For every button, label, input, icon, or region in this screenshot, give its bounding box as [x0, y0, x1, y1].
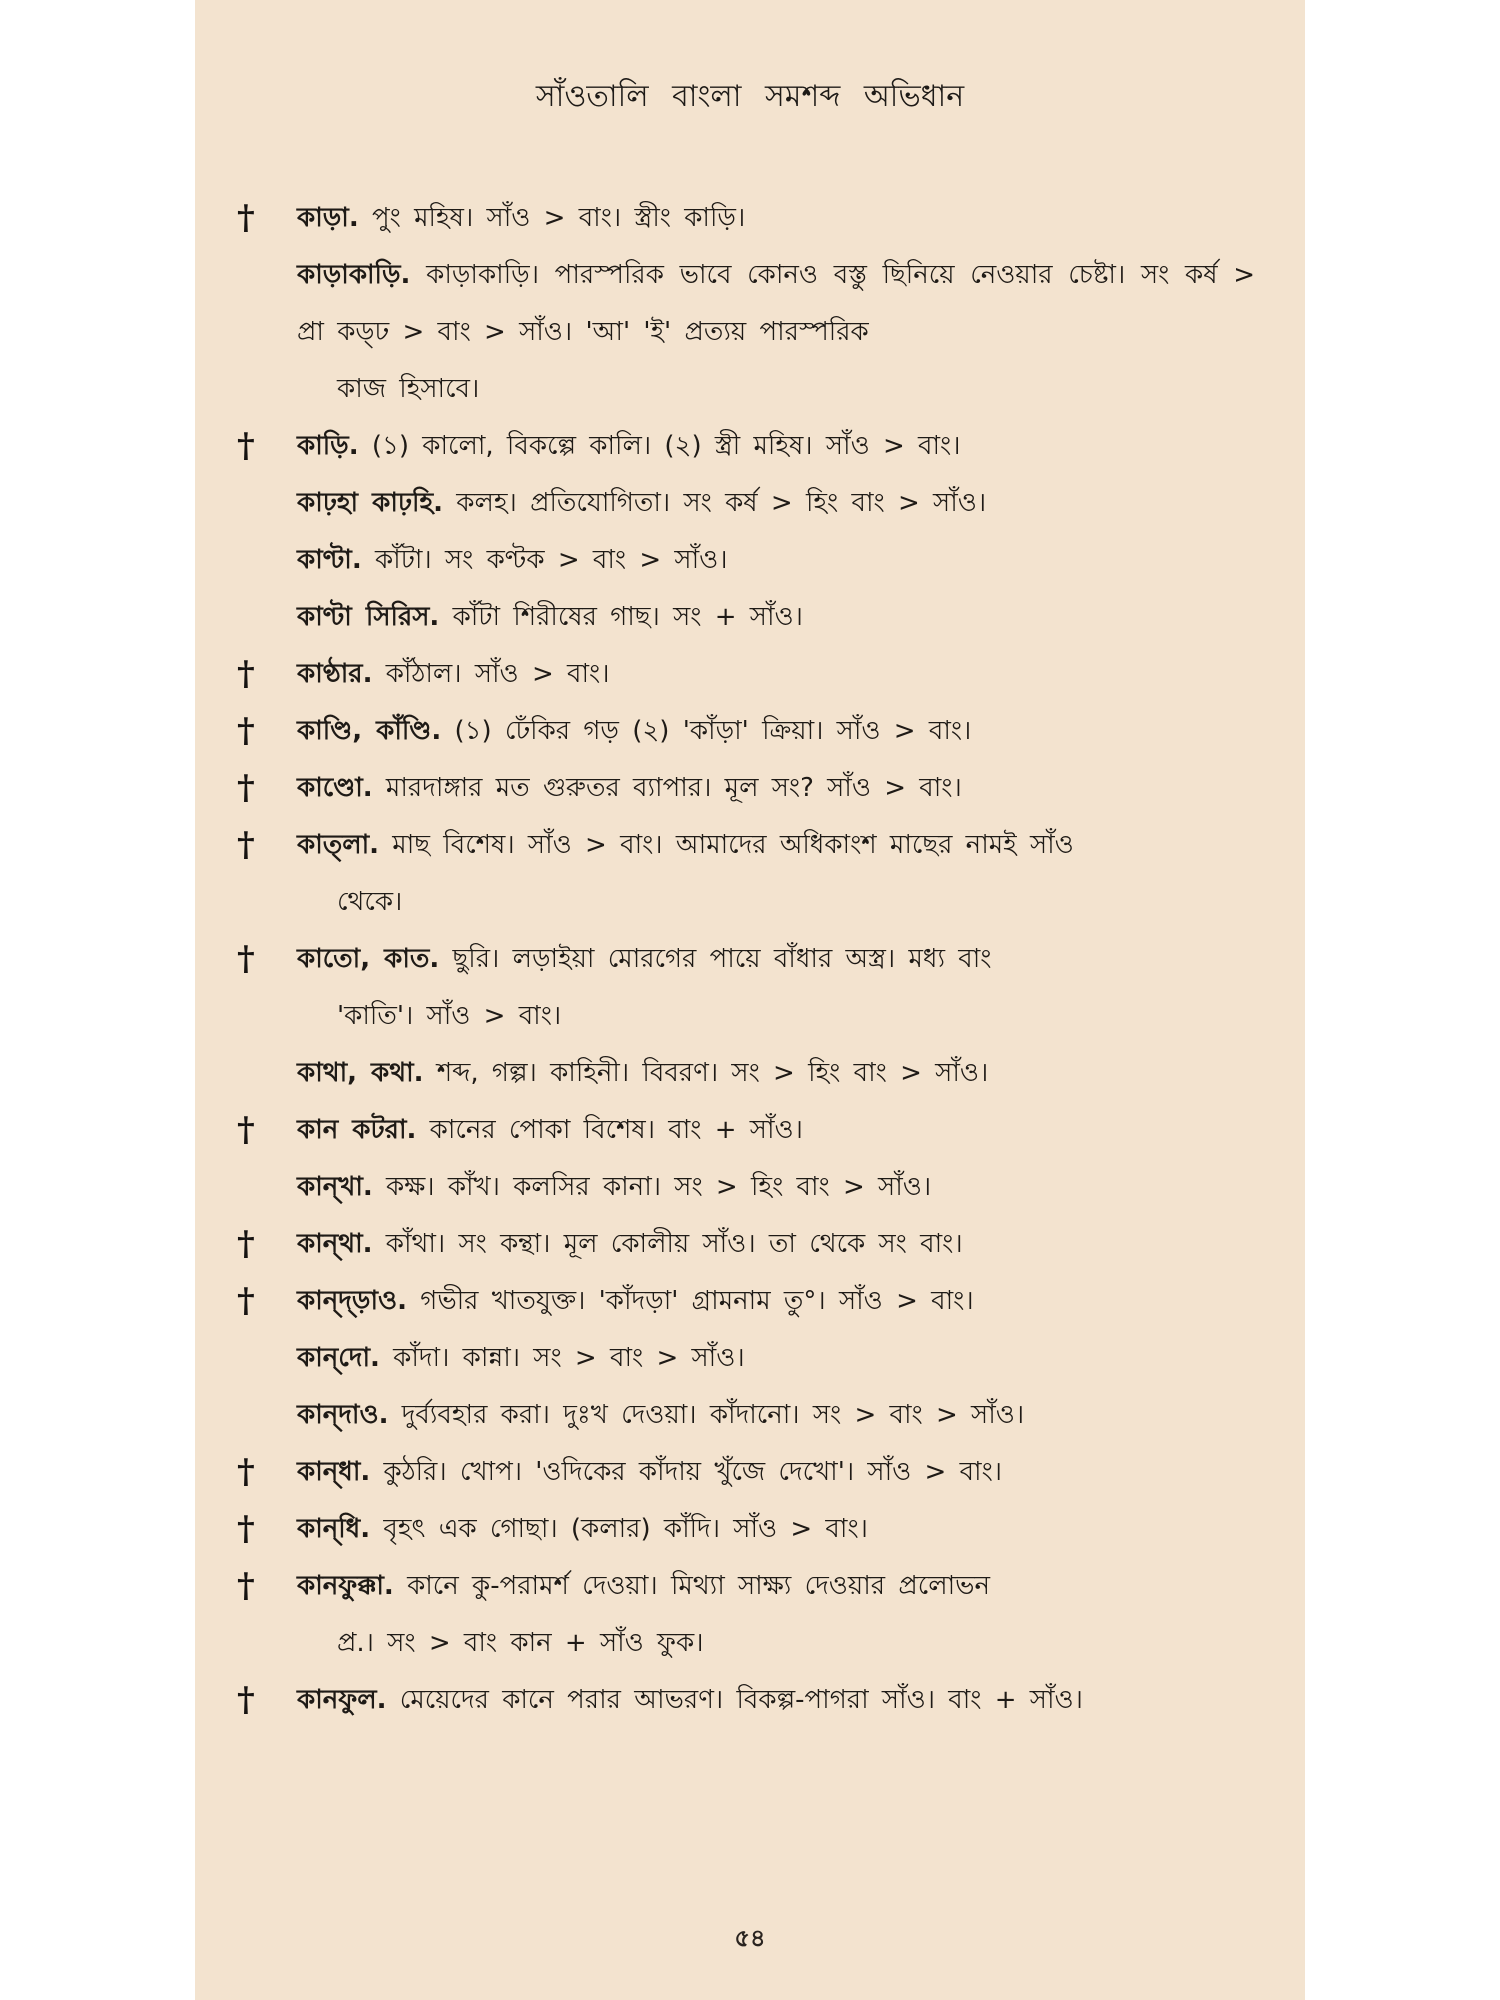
entry-continuation: প্র.। সং > বাং কান + সাঁও ফুক। — [337, 1628, 704, 1658]
dictionary-page — [195, 0, 1305, 2000]
entry-definition: কানে কু-পরামর্শ দেওয়া। মিথ্যা সাক্ষ্য দেওয়ার প্রলোভন — [407, 1571, 991, 1601]
entry-headword: কাণ্ডো. — [297, 773, 373, 803]
entry-list — [195, 190, 1305, 1729]
entry-headword: কাণ্টা সিরিস. — [297, 602, 440, 632]
entry-headword: কান্‌ধি. — [297, 1514, 371, 1544]
entry-definition: কলহ। প্রতিযোগিতা। সং কর্ষ > হিং বাং > সাঁও। — [456, 488, 987, 518]
entry-continuation: থেকে। — [337, 887, 403, 917]
entry-definition: গভীর খাতযুক্ত। 'কাঁদড়া' গ্রামনাম তু°। সাঁও > বাং। — [420, 1286, 974, 1316]
dictionary-entry — [195, 1045, 1305, 1102]
dictionary-entry — [195, 190, 1305, 247]
dictionary-entry — [195, 1102, 1305, 1159]
entry-definition: পুং মহিষ। সাঁও > বাং। স্ত্রীং কাড়ি। — [371, 203, 746, 233]
dictionary-entry — [195, 1558, 1305, 1672]
dagger-icon: † — [237, 198, 255, 238]
dagger-icon: † — [237, 654, 255, 694]
dictionary-entry — [195, 1273, 1305, 1330]
entry-definition: কাঁথা। সং কন্থা। মূল কোলীয় সাঁও। তা থেকে সং বাং। — [385, 1229, 963, 1259]
page-title: সাঁওতালি বাংলা সমশব্দ অভিধান — [535, 79, 965, 114]
entry-headword: কান্‌থা. — [297, 1229, 373, 1259]
dagger-icon: † — [237, 939, 255, 979]
entry-definition: দুর্ব্যবহার করা। দুঃখ দেওয়া। কাঁদানো। সং > বাং > সাঁও। — [401, 1400, 1025, 1430]
entry-headword: কাণ্ঠার. — [297, 659, 373, 689]
dictionary-entry — [195, 760, 1305, 817]
entry-headword: কানফুক্কা. — [297, 1571, 394, 1601]
dagger-icon: † — [237, 1566, 255, 1606]
entry-headword: কান্‌ধা. — [297, 1457, 371, 1487]
dictionary-entry — [195, 1159, 1305, 1216]
dagger-icon: † — [237, 1224, 255, 1264]
entry-headword: কাথা, কথা. — [297, 1058, 424, 1088]
dictionary-entry — [195, 931, 1305, 1045]
page-number: ৫৪ — [734, 1924, 766, 1952]
entry-headword: কাড়া. — [297, 203, 359, 233]
entry-definition: বৃহৎ এক গোছা। (কলার) কাঁদি। সাঁও > বাং। — [383, 1514, 868, 1544]
entry-headword: কাতো, কাত. — [297, 944, 440, 974]
entry-headword: কান্‌দ্‌ড়াও. — [297, 1286, 408, 1316]
entry-definition: মারদাঙ্গার মত গুরুতর ব্যাপার। মূল সং? সাঁও > বাং। — [385, 773, 962, 803]
entry-definition: ছুরি। লড়াইয়া মোরগের পায়ে বাঁধার অস্ত্র। মধ্য বাং — [452, 944, 992, 974]
dagger-icon: † — [237, 1110, 255, 1150]
entry-definition: (১) কালো, বিকল্পে কালি। (২) স্ত্রী মহিষ। সাঁও > বাং। — [371, 431, 961, 461]
dictionary-entry — [195, 1387, 1305, 1444]
entry-definition: মাছ বিশেষ। সাঁও > বাং। আমাদের অধিকাংশ মাছের নামই সাঁও — [392, 830, 1074, 860]
entry-headword: কাড়াকাড়ি. — [297, 260, 411, 290]
entry-headword: কাণ্ডি, কাঁণ্ডি. — [297, 716, 442, 746]
dagger-icon: † — [237, 1281, 255, 1321]
entry-headword: কানফুল. — [297, 1685, 387, 1715]
entry-headword: কাণ্টা. — [297, 545, 362, 575]
dictionary-entry — [195, 1444, 1305, 1501]
entry-definition: শব্দ, গল্প। কাহিনী। বিবরণ। সং > হিং বাং > সাঁও। — [436, 1058, 989, 1088]
dictionary-entry — [195, 817, 1305, 931]
dictionary-entry — [195, 1216, 1305, 1273]
dictionary-entry — [195, 475, 1305, 532]
entry-headword: কান্‌দো. — [297, 1343, 380, 1373]
dictionary-entry — [195, 1330, 1305, 1387]
entry-headword: কাঢ়হা কাঢ়হি. — [297, 488, 444, 518]
entry-headword: কান কটরা. — [297, 1115, 417, 1145]
entry-definition: কুঠরি। খোপ। 'ওদিকের কাঁদায় খুঁজে দেখো'। সাঁও > বাং। — [383, 1457, 1003, 1487]
entry-continuation: 'কাতি'। সাঁও > বাং। — [337, 1001, 562, 1031]
dagger-icon: † — [237, 1452, 255, 1492]
dagger-icon: † — [237, 825, 255, 865]
dictionary-entry — [195, 703, 1305, 760]
entry-definition: মেয়েদের কানে পরার আভরণ। বিকল্প-পাগরা সাঁও। বাং + সাঁও। — [399, 1685, 1083, 1715]
dagger-icon: † — [237, 1680, 255, 1720]
entry-headword: কাত্‌লা. — [297, 830, 380, 860]
dictionary-entry — [195, 589, 1305, 646]
entry-definition: কাঁটা শিরীষের গাছ। সং + সাঁও। — [452, 602, 803, 632]
dagger-icon: † — [237, 426, 255, 466]
entry-definition: (১) ঢেঁকির গড় (২) 'কাঁড়া' ক্রিয়া। সাঁও > বাং। — [454, 716, 972, 746]
dagger-icon: † — [237, 768, 255, 808]
dictionary-entry — [195, 646, 1305, 703]
dagger-icon: † — [237, 1509, 255, 1549]
dictionary-entry — [195, 418, 1305, 475]
entry-headword: কান্‌দাও. — [297, 1400, 389, 1430]
entry-definition: কাঁঠাল। সাঁও > বাং। — [385, 659, 610, 689]
entry-definition: কক্ষ। কাঁখ। কলসির কানা। সং > হিং বাং > সাঁও। — [386, 1172, 932, 1202]
entry-definition: কানের পোকা বিশেষ। বাং + সাঁও। — [429, 1115, 803, 1145]
entry-headword: কাড়ি. — [297, 431, 359, 461]
dictionary-entry — [195, 532, 1305, 589]
entry-headword: কান্‌খা. — [297, 1172, 373, 1202]
entry-definition: কাঁদা। কান্না। সং > বাং > সাঁও। — [393, 1343, 745, 1373]
dictionary-entry — [195, 1672, 1305, 1729]
entry-definition: কাঁটা। সং কণ্টক > বাং > সাঁও। — [374, 545, 728, 575]
dictionary-entry — [195, 1501, 1305, 1558]
dictionary-entry — [195, 247, 1305, 418]
entry-continuation: কাজ হিসাবে। — [337, 374, 480, 404]
dagger-icon: † — [237, 711, 255, 751]
entry-definition: কাড়াকাড়ি। পারস্পরিক ভাবে কোনও বস্তু ছিনিয়ে নেওয়ার চেষ্টা। সং কর্ষ > প্রা কড্ঢ > বাং > সাঁও। 'আ' 'ই' প্রত্যয় পারস্পরিক — [297, 260, 1256, 347]
